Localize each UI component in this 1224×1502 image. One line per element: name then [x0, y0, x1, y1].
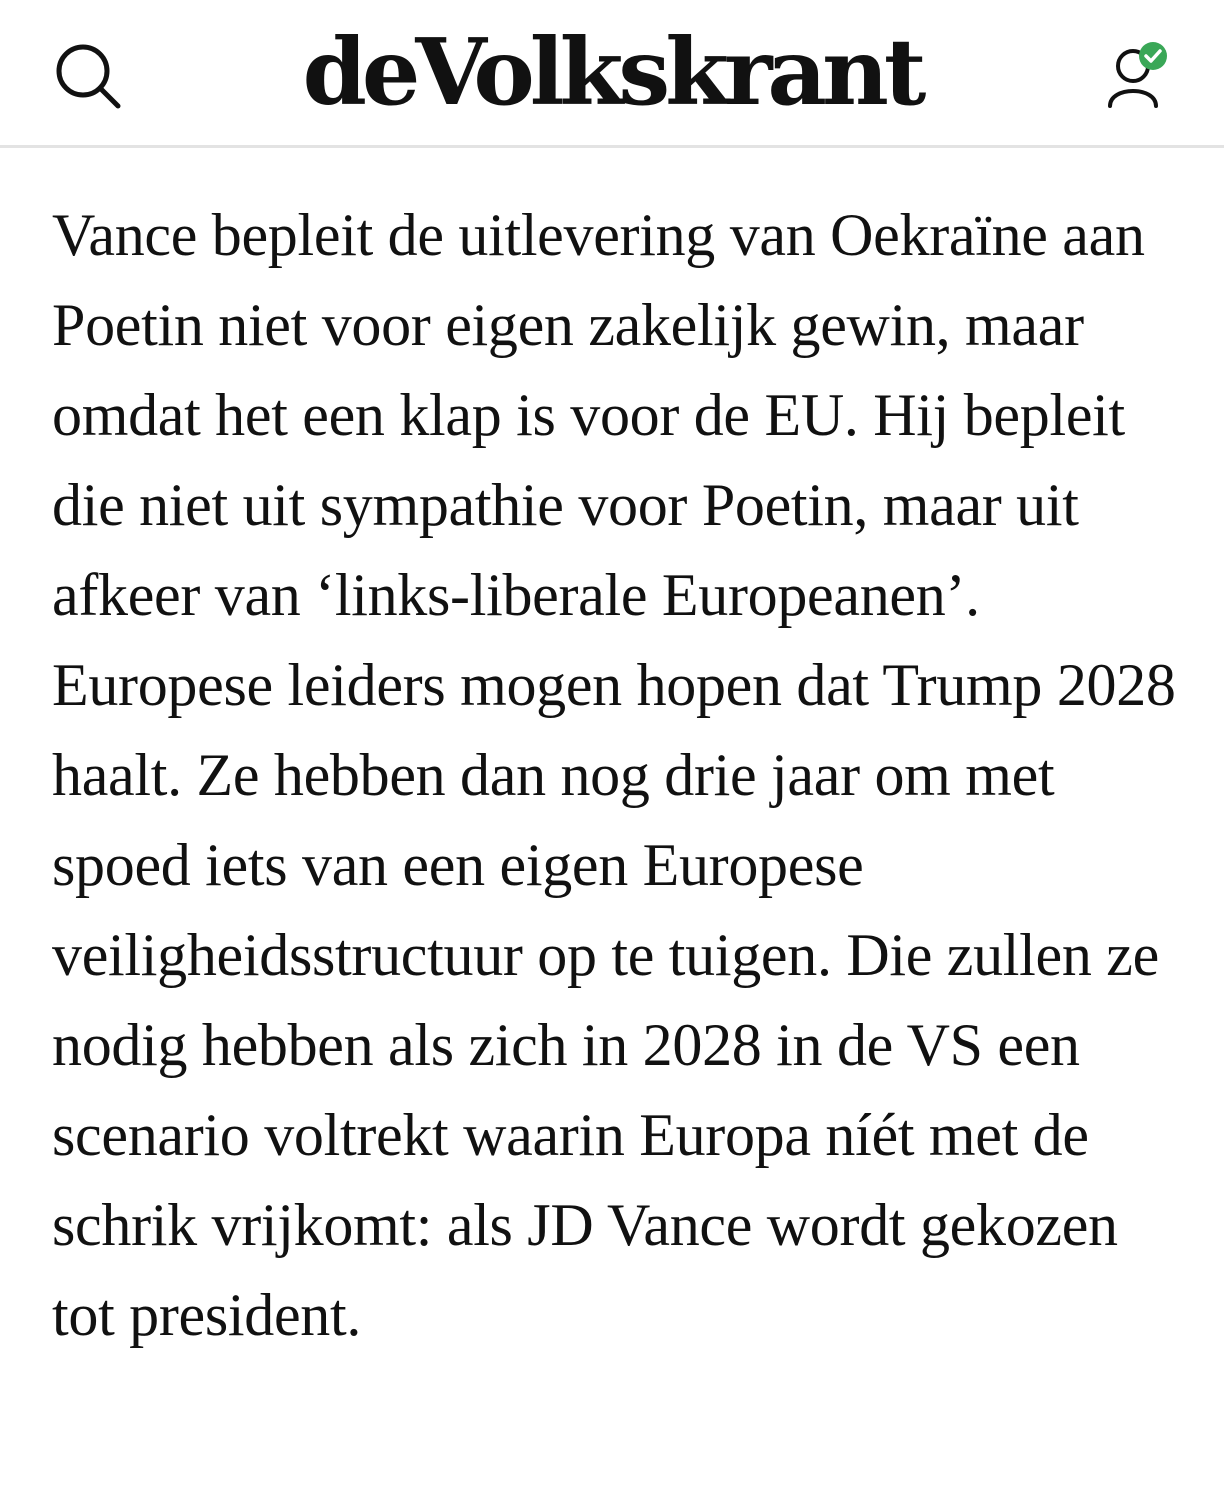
check-icon [1139, 42, 1167, 70]
user-icon [1098, 36, 1178, 116]
article-paragraph: Vance bepleit de uitlevering van Oekraïne aan Poetin niet voor eigen zakelijk gewin, maar omdat het een klap is voor de EU. Hij bepleit die niet uit sympathie voor Poetin, maar uit afkeer van ‘links-liberale Europeanen’. Europese leiders mogen hopen dat Trump 2028 haalt. Ze hebben dan nog drie jaar om met spoed iets van een eigen Europese veiligheidsstructuur op te tuigen. Die zullen ze nodig hebben als zich in 2028 in de VS een scenario voltrekt waarin Europa níét met de schrik vrijkomt: als JD Vance wordt gekozen tot president. [52, 202, 1176, 1348]
search-button[interactable] [50, 38, 126, 114]
search-icon [50, 38, 126, 114]
site-logo[interactable]: deVolkskrant [302, 18, 922, 126]
top-bar [0, 0, 1224, 148]
account-button[interactable] [1098, 36, 1178, 116]
